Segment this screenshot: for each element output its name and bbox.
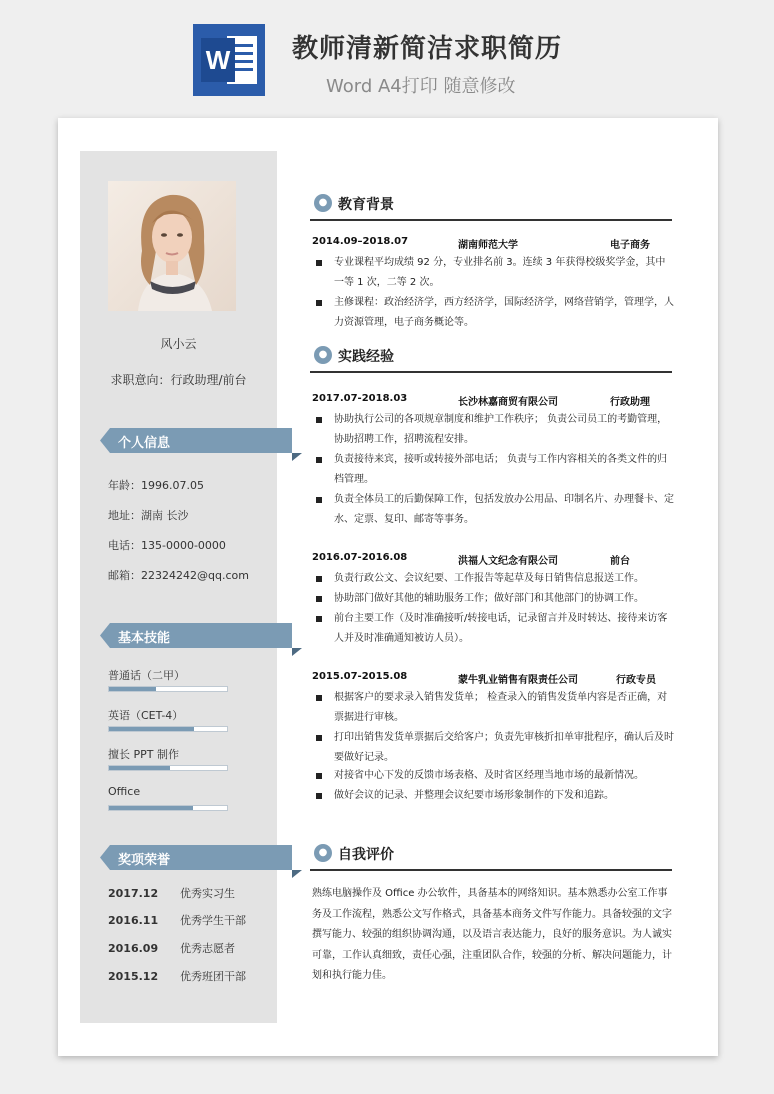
skill-name: Office bbox=[108, 785, 141, 798]
document-header bbox=[0, 0, 774, 110]
graduation-cap-icon: ● bbox=[314, 194, 332, 212]
experience-bullet: 根据客户的要求录入销售发货单； 检查录入的销售发货单内容是否正确，对票据进行审核。 bbox=[314, 688, 674, 728]
info-age: 年龄：1996.07.05 bbox=[108, 479, 204, 492]
word-logo-icon bbox=[193, 24, 265, 96]
skill-bar bbox=[108, 765, 228, 771]
page-title: 教师清新简洁求职简历 bbox=[292, 34, 563, 64]
info-email: 邮箱：22324242@qq.com bbox=[108, 569, 249, 582]
experience-bullet: 负责全体员工的后勤保障工作，包括发放办公用品、印制名片、办理餐卡、定水、定票、复印、邮寄等事务。 bbox=[314, 490, 674, 530]
experience-bullet: 前台主要工作（及时准确接听/转接电话，记录留言并及时转达、接待来访客人并及时准确通知被访人员）。 bbox=[314, 609, 674, 649]
awards-heading: 奖项荣誉 bbox=[100, 845, 292, 870]
people-icon: ● bbox=[314, 346, 332, 364]
award-item: 2016.09 优秀志愿者 bbox=[108, 942, 235, 955]
experience-bullet: 对接省中心下发的反馈市场表格、及时省区经理当地市场的最新情况。 bbox=[314, 766, 674, 786]
info-phone: 电话：135-0000-0000 bbox=[108, 539, 226, 552]
award-item: 2015.12 优秀班团干部 bbox=[108, 970, 246, 983]
experience-bullet: 负责行政公文、会议纪要、工作报告等起草及每日销售信息报送工作。 bbox=[314, 569, 674, 589]
award-item: 2017.12 优秀实习生 bbox=[108, 887, 235, 900]
experience-section-header: ● 实践经验 bbox=[310, 343, 672, 373]
resume-page bbox=[58, 118, 718, 1056]
skill-name: 普通话（二甲） bbox=[108, 669, 185, 682]
experience-bullet: 负责接待来宾，接听或转接外部电话； 负责与工作内容相关的各类文件的归档管理。 bbox=[314, 450, 674, 490]
education-section-header: ● 教育背景 bbox=[310, 191, 672, 221]
education-bullet: 专业课程平均成绩 92 分，专业排名前 3。连续 3 年获得校级奖学金，其中一等 1 次，二等 2 次。 bbox=[314, 253, 674, 293]
experience-bullet: 协助执行公司的各项规章制度和维护工作秩序； 负责公司员工的考勤管理，协助招聘工作，招聘流程安排。 bbox=[314, 410, 674, 450]
education-bullet: 主修课程：政治经济学，西方经济学，国际经济学，网络营销学，管理学，人力资源管理，电子商务概论等。 bbox=[314, 293, 674, 333]
experience-bullet: 协助部门做好其他的辅助服务工作；做好部门和其他部门的协调工作。 bbox=[314, 589, 674, 609]
skill-bar bbox=[108, 726, 228, 732]
award-item: 2016.11 优秀学生干部 bbox=[108, 914, 246, 927]
page-subtitle: Word A4打印 随意修改 bbox=[326, 76, 516, 97]
personal-info-heading: 个人信息 bbox=[100, 428, 292, 453]
skill-name: 英语（CET-4） bbox=[108, 709, 184, 722]
job-intent: 求职意向：行政助理/前台 bbox=[110, 373, 247, 387]
self-eval-section-header: ● 自我评价 bbox=[310, 841, 672, 871]
skills-heading: 基本技能 bbox=[100, 623, 292, 648]
profile-photo bbox=[108, 181, 236, 311]
self-eval-text: 熟练电脑操作及 Office 办公软件，具备基本的网络知识。基本熟悉办公室工作事务及工作流程，熟悉公文写作格式，具备基本商务文件写作能力。具备较强的文字撰写能力、较强的组织协调沟通，以及语言表达能力，良好的服务意识。为人诚实可靠，工作认真细致，责任心强，注重团队合作，较强的分析、解决问题能力，计划和执行能力佳。 bbox=[312, 888, 672, 981]
experience-bullet: 打印出销售发货单票据后交给客户；负责先审核折扣单审批程序，确认后及时要做好记录。 bbox=[314, 728, 674, 768]
info-address: 地址：湖南 长沙 bbox=[108, 509, 189, 522]
main-content: ● 教育背景 2014.09–2018.07 湖南师范大学 电子商务 专业课程平均成绩 92 分，专业排名前 3。连续 3 年获得校级奖学金，其中一等 1 次，二等 2 次。 主修课程：政治经济学，西方经济学，国际经济学，网络营销学，管理学，人力资源管理，电子商务概论等。 ● 实践经验 2017.07-2018.03 长沙林嘉商贸有限公司 行政助理 协助执行公司的各项规章制度和维护工作秩序； 负责公司员工的考勤管理，协助招聘工作，招聘流程安排。 负责接待来宾，接听或转接外部电话； 负责与工作内容相关的各类文件的归档管理。 负责全体员工的后勤保障工作，包括发放办公用品、印制名片、办理餐卡、定水、定票、复印、邮寄等事务。 2016.07-2016.08 洪福人文纪念有限公司 前台 负责行政公文、会议纪要、工作报告等起草及每日销售信息报送工作。 协助部门做好其他的辅助服务工作；做好部门和其他部门的协调工作。 前台主要工作（及时准确接听/转接电话，记录留言并及时转达、接待来访客人并及时准确通知被访人员）。 2015.07-2015.08 蒙牛乳业销售有限责任公司 行政专员 根据客户的要求录入销售发货单； 检查录入的销售发货单内容是否正确，对票据进行审核。 打印出销售发货单票据后交给客户；负责先审核折扣单审批程序，确认后及时要做好记录。 对接省中心下发的反馈市场表格、及时省区经理当地市场的最新情况。 做好会议的记录、并整理会议纪要市场形象制作的下发和追踪。 ● 自我评价 熟练电脑操作及 Office 办公软件，具备基本的网络知识。基本熟悉办公室工作事务及工作流程，熟悉公文写作格式，具备基本商务文件写作能力。具备较强的文字撰写能力、较强的组织协调沟通，以及语言表达能力，良好的服务意识。为人诚实可靠，工作认真细致，责任心强，注重团队合作，较强的分析、解决问题能力，计划和执行能力佳。 bbox=[310, 118, 695, 1056]
skill-bar bbox=[108, 805, 228, 811]
skill-bar bbox=[108, 686, 228, 692]
candidate-name: 风小云 bbox=[160, 337, 197, 351]
experience-bullet: 做好会议的记录、并整理会议纪要市场形象制作的下发和追踪。 bbox=[314, 786, 674, 806]
leaf-icon: ● bbox=[314, 844, 332, 862]
svg-text:W: W bbox=[205, 45, 231, 75]
skill-name: 擅长 PPT 制作 bbox=[108, 748, 179, 761]
sidebar bbox=[80, 151, 277, 1023]
